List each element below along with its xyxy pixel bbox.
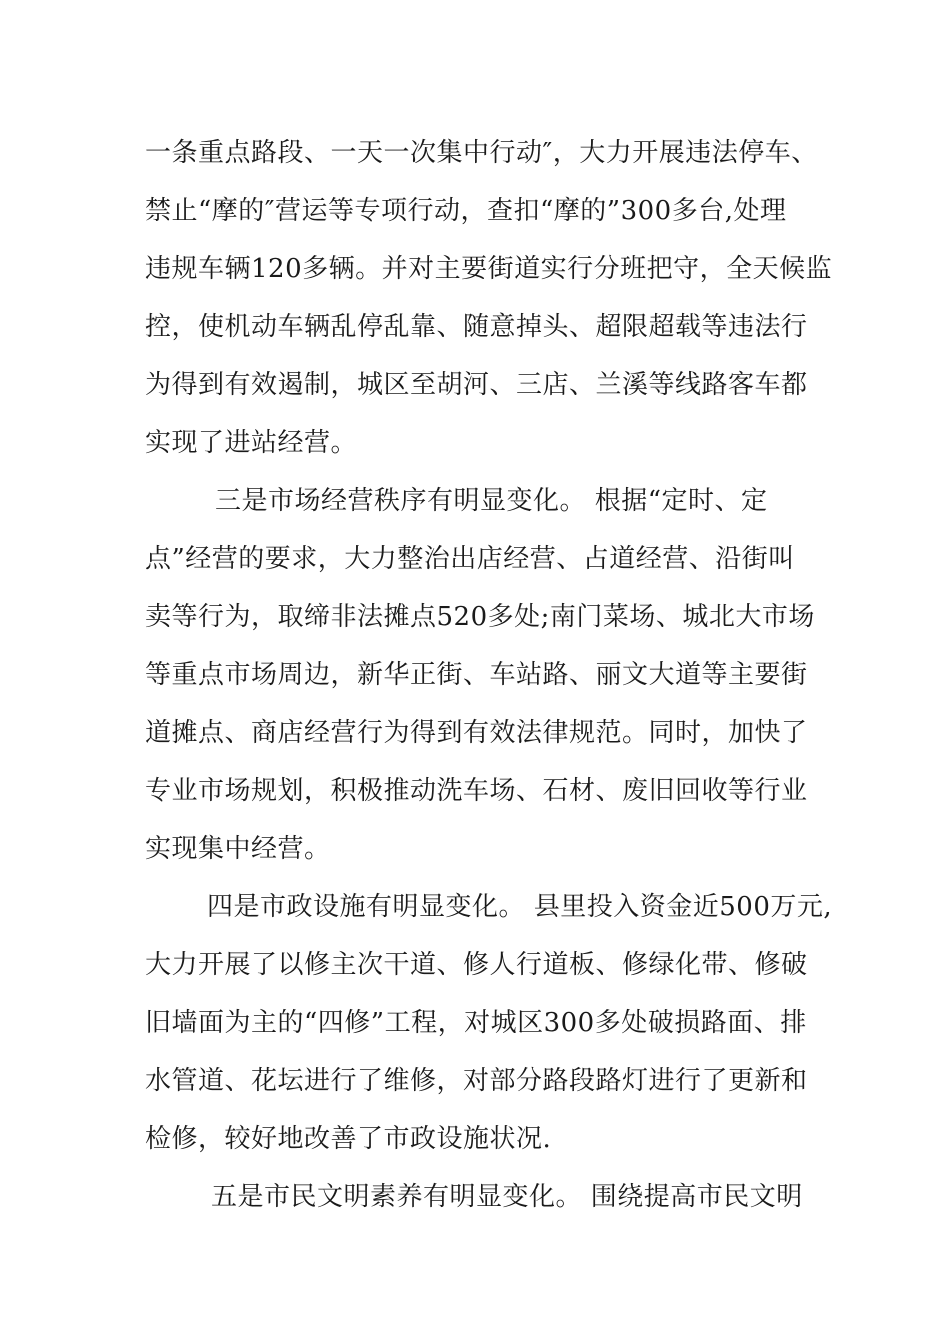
paragraph-civic-quality xyxy=(145,1168,815,1226)
text-line: 为得到有效遏制，城区至胡河、三店、兰溪等线路客车都 xyxy=(145,370,808,400)
text-line: 三是市场经营秩序有明显变化。 根据“定时、定 xyxy=(215,486,768,516)
text-line: 检修，较好地改善了市政设施状况. xyxy=(145,1124,552,1154)
text-line: 点”经营的要求，大力整治出店经营、占道经营、沿街叫 xyxy=(145,544,795,574)
text-line: 违规车辆120多辆。并对主要街道实行分班把守，全天候监 xyxy=(145,254,833,284)
text-line: 五是市民文明素养有明显变化。 围绕提高市民文明 xyxy=(211,1182,803,1212)
text-line: 四是市政设施有明显变化。 县里投入资金近500万元, xyxy=(207,892,833,922)
body-text xyxy=(145,124,833,1226)
text-line: 道摊点、商店经营行为得到有效法律规范。同时，加快了 xyxy=(145,718,808,748)
text-line: 专业市场规划，积极推动洗车场、石材、废旧回收等行业 xyxy=(145,776,808,806)
text-line: 一条重点路段、一天一次集中行动″，大力开展违法停车、 xyxy=(145,138,818,168)
text-line: 控，使机动车辆乱停乱靠、随意掉头、超限超载等违法行 xyxy=(145,312,808,342)
paragraph-municipal-facilities xyxy=(145,878,833,1168)
paragraph-market-order xyxy=(145,472,815,878)
text-line: 旧墙面为主的“四修”工程，对城区300多处破损路面、排 xyxy=(145,1008,807,1038)
text-line: 水管道、花坛进行了维修，对部分路段路灯进行了更新和 xyxy=(145,1066,808,1096)
text-line: 实现了进站经营。 xyxy=(145,428,358,458)
text-line: 等重点市场周边，新华正街、车站路、丽文大道等主要街 xyxy=(145,660,808,690)
paragraph-traffic xyxy=(145,124,833,472)
text-line: 禁止“摩的″营运等专项行动，查扣“摩的”300多台,处理 xyxy=(145,196,787,226)
text-line: 实现集中经营。 xyxy=(145,834,331,864)
text-line: 大力开展了以修主次干道、修人行道板、修绿化带、修破 xyxy=(145,950,808,980)
text-line: 卖等行为，取缔非法摊点520多处;南门菜场、城北大市场 xyxy=(145,602,815,632)
